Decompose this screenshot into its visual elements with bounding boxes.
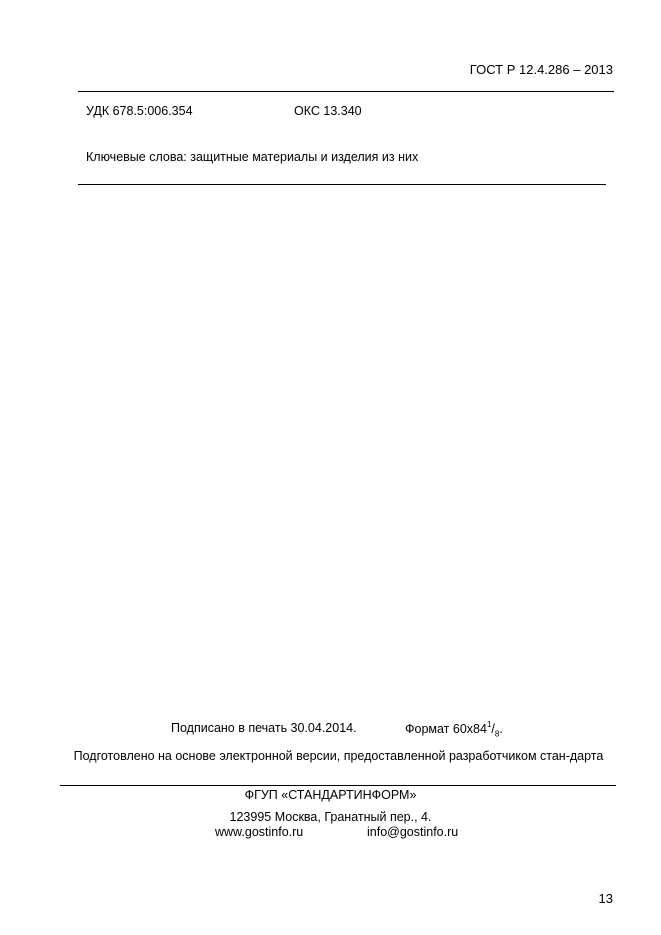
publisher-website[interactable]: www.gostinfo.ru [215,825,304,839]
imprint-divider [60,785,616,786]
page-number: 13 [598,891,613,906]
format-slash: / [491,722,495,737]
udk-code: УДК 678.5:006.354 [86,104,193,118]
format-denominator: 8 [494,729,500,739]
publisher-name: ФГУП «СТАНДАРТИНФОРМ» [244,788,417,802]
format-suffix: . [499,722,503,737]
format-numerator: 1 [486,720,492,729]
keywords-divider [78,184,606,185]
standard-code: ГОСТ Р 12.4.286 – 2013 [469,62,613,77]
prepared-note: Подготовлено на основе электронной версии, предоставленной разработчиком стан-дарта [73,749,604,763]
signed-date: Подписано в печать 30.04.2014. [171,721,357,735]
publisher-address: 123995 Москва, Гранатный пер., 4. [229,810,432,824]
format-prefix: Формат 60x84 [405,722,487,737]
header-divider [78,91,614,92]
oks-code: ОКС 13.340 [294,104,362,118]
paper-format [405,721,503,739]
publisher-email[interactable]: info@gostinfo.ru [367,825,459,839]
keywords-line: Ключевые слова: защитные материалы и изделия из них [86,150,419,164]
